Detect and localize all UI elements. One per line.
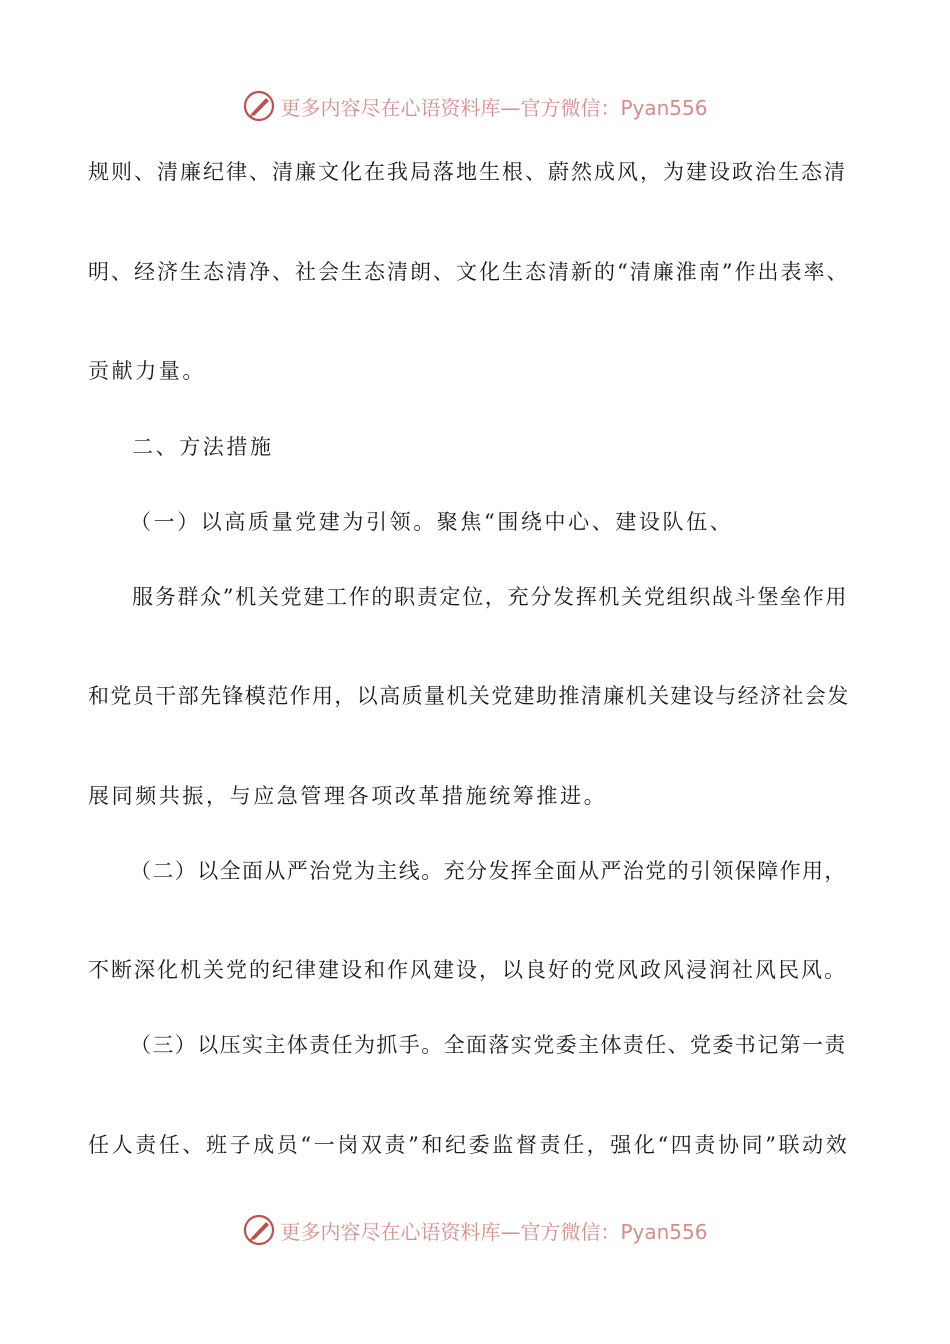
pen-logo-icon xyxy=(242,89,276,123)
paragraph-line: 规则、清廉纪律、清廉文化在我局落地生根、蔚然成风，为建设政治生态清 xyxy=(88,160,847,184)
paragraph-line: （三）以压实主体责任为抓手。全面落实党委主体责任、党委书记第一责 xyxy=(130,1033,847,1057)
paragraph-line: 服务群众”机关党建工作的职责定位，充分发挥机关党组织战斗堡垒作用 xyxy=(132,585,849,609)
paragraph-line: 任人责任、班子成员“一岗双责”和纪委监督责任，强化“四责协同”联动效 xyxy=(88,1133,850,1157)
watermark-text: 更多内容尽在心语资料库—官方微信：Pyan556 xyxy=(280,1219,708,1244)
watermark-footer xyxy=(0,1210,950,1250)
paragraph-line: （二）以全面从严治党为主线。充分发挥全面从严治党的引领保障作用， xyxy=(130,859,847,883)
pen-logo-icon xyxy=(242,1213,276,1247)
paragraph-line: 展同频共振，与应急管理各项改革措施统筹推进。 xyxy=(88,784,608,808)
watermark-text: 更多内容尽在心语资料库—官方微信：Pyan556 xyxy=(280,95,708,120)
paragraph-line: 贡献力量。 xyxy=(88,359,206,383)
paragraph-line: （一）以高质量党建为引领。聚焦“围绕中心、建设队伍、 xyxy=(130,510,734,534)
paragraph-line: 不断深化机关党的纪律建设和作风建设，以良好的党风政风浸润社风民风。 xyxy=(88,958,847,982)
watermark-header xyxy=(0,86,950,126)
paragraph-line: 明、经济生态清净、社会生态清朗、文化生态清新的“清廉淮南”作出表率、 xyxy=(88,260,850,284)
paragraph-line: 和党员干部先锋模范作用，以高质量机关党建助推清廉机关建设与经济社会发 xyxy=(88,684,850,708)
section-heading: 二、方法措施 xyxy=(132,435,274,459)
